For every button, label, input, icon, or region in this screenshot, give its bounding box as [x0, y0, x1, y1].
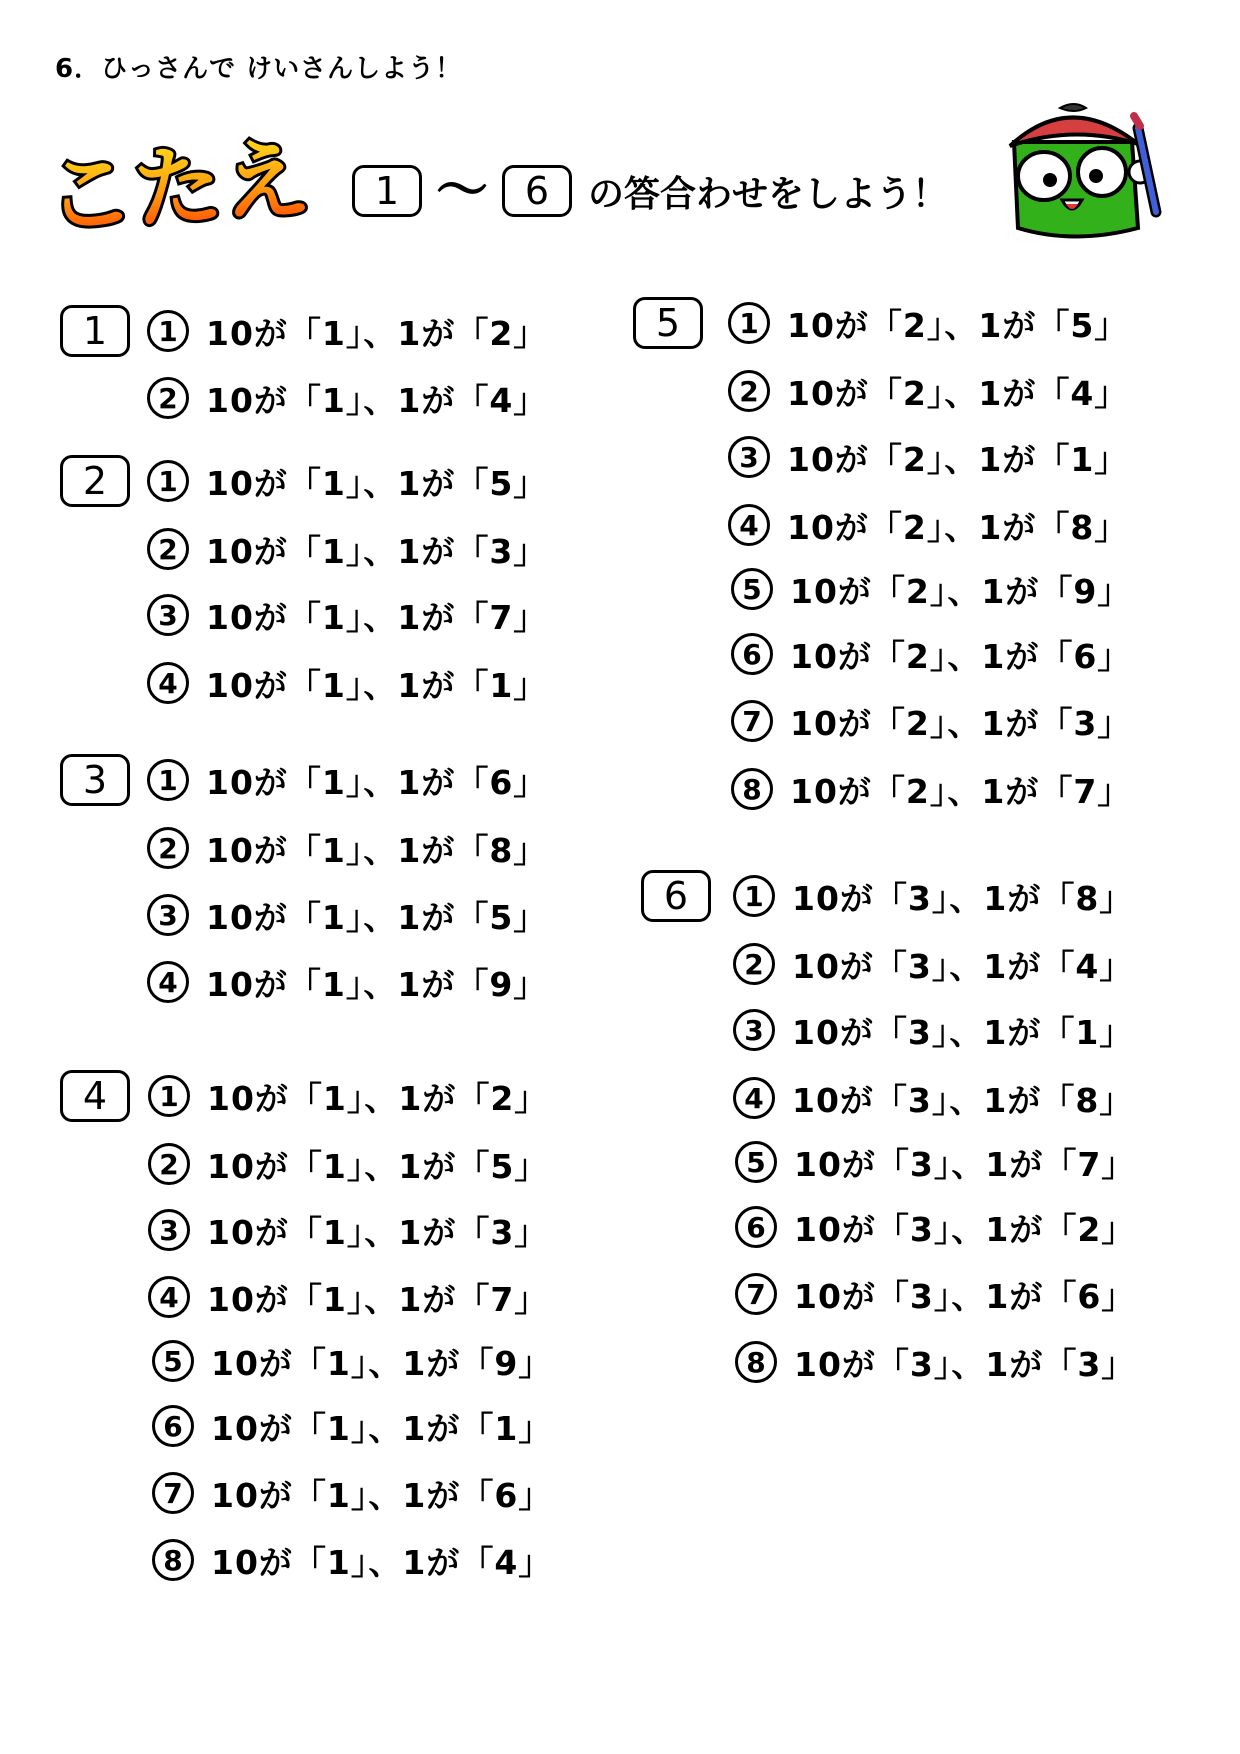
answer-text: 10が「2」、1が「9」 — [790, 571, 1132, 611]
item-number-circle: 1 — [733, 875, 775, 917]
answer-text: 10が「1」、1が「2」 — [207, 1078, 549, 1118]
item-number-circle: 5 — [731, 568, 773, 610]
item-number-circle: 1 — [147, 460, 189, 502]
answer-row — [735, 1336, 1135, 1388]
item-number-circle: 1 — [147, 759, 189, 801]
question-number-box: 6 — [641, 870, 711, 922]
answer-row — [731, 563, 1131, 615]
answer-row — [152, 1335, 552, 1387]
answer-text: 10が「1」、1が「7」 — [206, 597, 548, 637]
item-number-circle: 6 — [735, 1206, 777, 1248]
question-number-box: 1 — [60, 305, 130, 357]
answer-text: 10が「1」、1が「7」 — [207, 1279, 549, 1319]
answer-text: 10が「2」、1が「7」 — [790, 771, 1132, 811]
answer-row — [728, 365, 1128, 417]
item-number-circle: 7 — [152, 1472, 194, 1514]
item-number-circle: 4 — [728, 504, 770, 546]
answer-row — [728, 499, 1128, 551]
question-number-box: 3 — [60, 754, 130, 806]
item-number-circle: 5 — [735, 1141, 777, 1183]
answer-row — [147, 455, 547, 507]
item-number-circle: 8 — [731, 768, 773, 810]
answer-text: 10が「2」、1が「3」 — [790, 703, 1132, 743]
answer-text: 10が「1」、1が「1」 — [206, 665, 548, 705]
answer-row — [728, 431, 1128, 483]
answer-text: 10が「1」、1が「2」 — [206, 313, 548, 353]
answer-text: 10が「3」、1が「1」 — [792, 1012, 1134, 1052]
item-number-circle: 8 — [735, 1341, 777, 1383]
item-number-circle: 2 — [147, 827, 189, 869]
answer-text: 10が「2」、1が「8」 — [787, 507, 1129, 547]
item-number-circle: 1 — [147, 310, 189, 352]
answer-row — [147, 754, 547, 806]
item-number-circle: 6 — [152, 1405, 194, 1447]
answer-text: 10が「1」、1が「1」 — [211, 1408, 553, 1448]
answer-row — [147, 372, 547, 424]
answer-text: 10が「1」、1が「6」 — [211, 1475, 553, 1515]
answer-text: 10が「1」、1が「3」 — [206, 531, 548, 571]
answer-text: 10が「1」、1が「4」 — [211, 1542, 553, 1582]
answer-text: 10が「3」、1が「3」 — [794, 1344, 1136, 1384]
answer-text: 10が「3」、1が「6」 — [794, 1276, 1136, 1316]
answer-logo — [42, 118, 314, 253]
item-number-circle: 3 — [147, 894, 189, 936]
answer-text: 10が「3」、1が「4」 — [792, 946, 1134, 986]
worksheet-heading: 6．ひっさんで けいさんしよう！ — [55, 54, 463, 84]
answer-text: 10が「3」、1が「7」 — [794, 1144, 1136, 1184]
answer-row — [733, 938, 1133, 990]
answer-text: 10が「1」、1が「5」 — [207, 1146, 549, 1186]
answer-text: 10が「3」、1が「8」 — [792, 878, 1134, 918]
range-end-box: 6 — [502, 165, 572, 217]
answer-row — [735, 1268, 1135, 1320]
answer-row — [731, 628, 1131, 680]
answer-row — [152, 1467, 552, 1519]
answer-range — [352, 163, 948, 219]
answer-row — [152, 1534, 552, 1586]
answer-row — [733, 1004, 1133, 1056]
answer-text: 10が「1」、1が「5」 — [206, 463, 548, 503]
item-number-circle: 4 — [147, 961, 189, 1003]
item-number-circle: 2 — [147, 377, 189, 419]
answer-row — [733, 1072, 1133, 1124]
answer-row — [148, 1204, 548, 1256]
answer-text: 10が「1」、1が「3」 — [207, 1212, 549, 1252]
answer-row — [731, 695, 1131, 747]
range-start-box: 1 — [352, 165, 422, 217]
answer-text: 10が「1」、1が「4」 — [206, 380, 548, 420]
item-number-circle: 2 — [148, 1143, 190, 1185]
answer-row — [147, 889, 547, 941]
item-number-circle: 2 — [147, 528, 189, 570]
item-number-circle: 7 — [731, 700, 773, 742]
answer-row — [147, 956, 547, 1008]
answer-text: 10が「2」、1が「1」 — [787, 439, 1129, 479]
answer-text: 10が「1」、1が「5」 — [206, 897, 548, 937]
answer-row — [731, 763, 1131, 815]
item-number-circle: 1 — [728, 302, 770, 344]
answer-text: 10が「1」、1が「6」 — [206, 762, 548, 802]
question-number-box: 5 — [633, 297, 703, 349]
answer-text: 10が「1」、1が「8」 — [206, 830, 548, 870]
item-number-circle: 5 — [152, 1340, 194, 1382]
answer-text: 10が「3」、1が「8」 — [792, 1080, 1134, 1120]
answer-text: 10が「1」、1が「9」 — [206, 964, 548, 1004]
answer-row — [148, 1271, 548, 1323]
item-number-circle: 6 — [731, 633, 773, 675]
item-number-circle: 8 — [152, 1539, 194, 1581]
range-label: の答合わせをしよう！ — [588, 173, 949, 215]
item-number-circle: 4 — [147, 662, 189, 704]
answer-row — [148, 1138, 548, 1190]
item-number-circle: 4 — [148, 1276, 190, 1318]
answer-text: 10が「3」、1が「2」 — [794, 1209, 1136, 1249]
range-tilde: 〜 — [436, 161, 489, 221]
answer-row — [147, 523, 547, 575]
item-number-circle: 3 — [147, 594, 189, 636]
item-number-circle: 1 — [148, 1075, 190, 1117]
answer-row — [152, 1400, 552, 1452]
answer-row — [147, 589, 547, 641]
answer-row — [735, 1201, 1135, 1253]
answer-row — [733, 870, 1133, 922]
answer-row — [147, 657, 547, 709]
item-number-circle: 2 — [733, 943, 775, 985]
item-number-circle: 3 — [148, 1209, 190, 1251]
answer-row — [147, 822, 547, 874]
answer-row — [148, 1070, 548, 1122]
item-number-circle: 3 — [733, 1009, 775, 1051]
answer-row — [735, 1136, 1135, 1188]
item-number-circle: 3 — [728, 436, 770, 478]
question-number-box: 4 — [60, 1070, 130, 1122]
answer-row — [147, 305, 547, 357]
item-number-circle: 7 — [735, 1273, 777, 1315]
question-number-box: 2 — [60, 455, 130, 507]
logo-text: こたえ — [42, 126, 314, 249]
item-number-circle: 4 — [733, 1077, 775, 1119]
answer-text: 10が「1」、1が「9」 — [211, 1343, 553, 1383]
pencil-mascot-illustration — [1000, 100, 1180, 250]
answer-text: 10が「2」、1が「4」 — [787, 373, 1129, 413]
item-number-circle: 2 — [728, 370, 770, 412]
answer-text: 10が「2」、1が「5」 — [787, 305, 1129, 345]
answer-text: 10が「2」、1が「6」 — [790, 636, 1132, 676]
answer-row — [728, 297, 1128, 349]
